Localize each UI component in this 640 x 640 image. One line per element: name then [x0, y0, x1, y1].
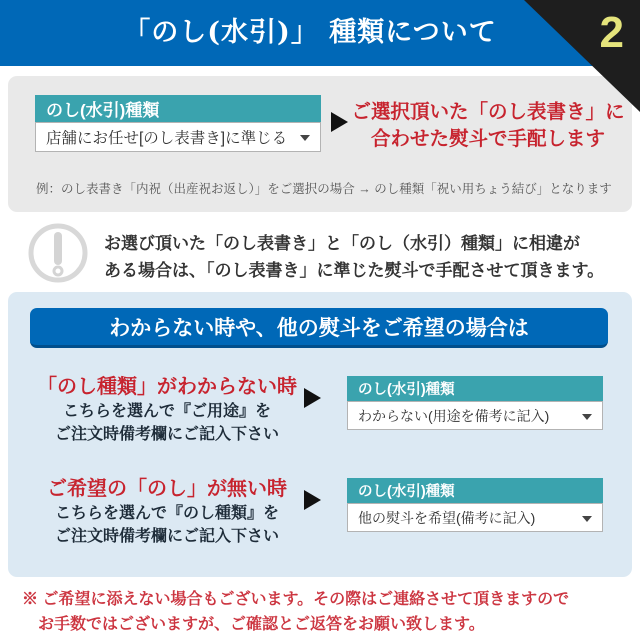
selection-result-text — [340, 99, 636, 153]
row-desc-line-1: こちらを選んで『ご用途』を — [62, 403, 271, 420]
row-description — [22, 502, 312, 548]
noshi-type-select-group — [35, 95, 321, 152]
noshi-type-select-other[interactable] — [347, 503, 603, 532]
noshi-type-select[interactable] — [35, 122, 321, 152]
row-desc-line-2: ご注文時備考欄にご記入下さい — [54, 528, 279, 545]
noshi-type-select-label: のし(水引)種類 — [347, 376, 603, 401]
noshi-type-select-value: わからない(用途を備考に記入) — [358, 407, 550, 424]
noshi-type-select-value: 他の熨斗を希望(備考に記入) — [358, 509, 536, 526]
help-row-no-desired-noshi — [8, 464, 632, 564]
row-desc-line-1: こちらを選んで『のし種類』を — [54, 505, 279, 522]
notice-line-1: お選び頂いた「のし表書き」と「のし（水引）種類」に相違が — [104, 234, 580, 253]
noshi-type-select-unknown[interactable] — [347, 401, 603, 430]
help-panel-heading: わからない時や、他の熨斗をご希望の場合は — [30, 308, 608, 348]
noshi-type-select-label: のし(水引)種類 — [347, 478, 603, 503]
row-description — [22, 400, 312, 446]
result-line-1: ご選択頂いた「のし表書き」に — [351, 101, 625, 123]
row-title: ご希望の「のし」が無い時 — [47, 478, 287, 500]
noshi-default-panel — [8, 76, 632, 212]
footer-line-2: お手数ではございますが、ご確認とご返答をお願い致します。 — [38, 616, 485, 633]
page-number-badge: 2 — [599, 8, 624, 57]
arrow-right-icon — [304, 490, 321, 510]
result-line-2: 合わせた熨斗で手配します — [370, 128, 605, 150]
caret-down-icon — [582, 516, 592, 522]
row-desc-line-2: ご注文時備考欄にご記入下さい — [54, 426, 279, 443]
help-panel — [8, 292, 632, 577]
caret-down-icon — [582, 414, 592, 420]
row-title: 「のし種類」がわからない時 — [37, 376, 297, 398]
noshi-type-select-group — [347, 478, 603, 532]
footer-line-1: ※ ご希望に添えない場合もございます。その際はご連絡させて頂きますので — [22, 591, 570, 608]
page-title: 「のし(水引)」 種類について — [123, 17, 497, 48]
notice-line-2: ある場合は、「のし表書き」に準じた熨斗で手配させて頂きます。 — [104, 261, 605, 280]
example-text: 例：のし表書き「内祝（出産祝お返し）」をご選択の場合 → のし種類「祝い用ちょう結び」となります — [36, 182, 612, 196]
noshi-type-select-group — [347, 376, 603, 430]
footer-note — [22, 587, 632, 637]
help-row-unknown-type — [8, 362, 632, 462]
notice-text — [104, 230, 624, 284]
alert-icon — [26, 221, 90, 290]
arrow-right-icon — [304, 388, 321, 408]
caret-down-icon — [300, 135, 310, 141]
noshi-type-select-value: 店舗にお任せ[のし表書き]に準じる — [46, 130, 288, 147]
noshi-type-select-label: のし(水引)種類 — [35, 95, 321, 122]
